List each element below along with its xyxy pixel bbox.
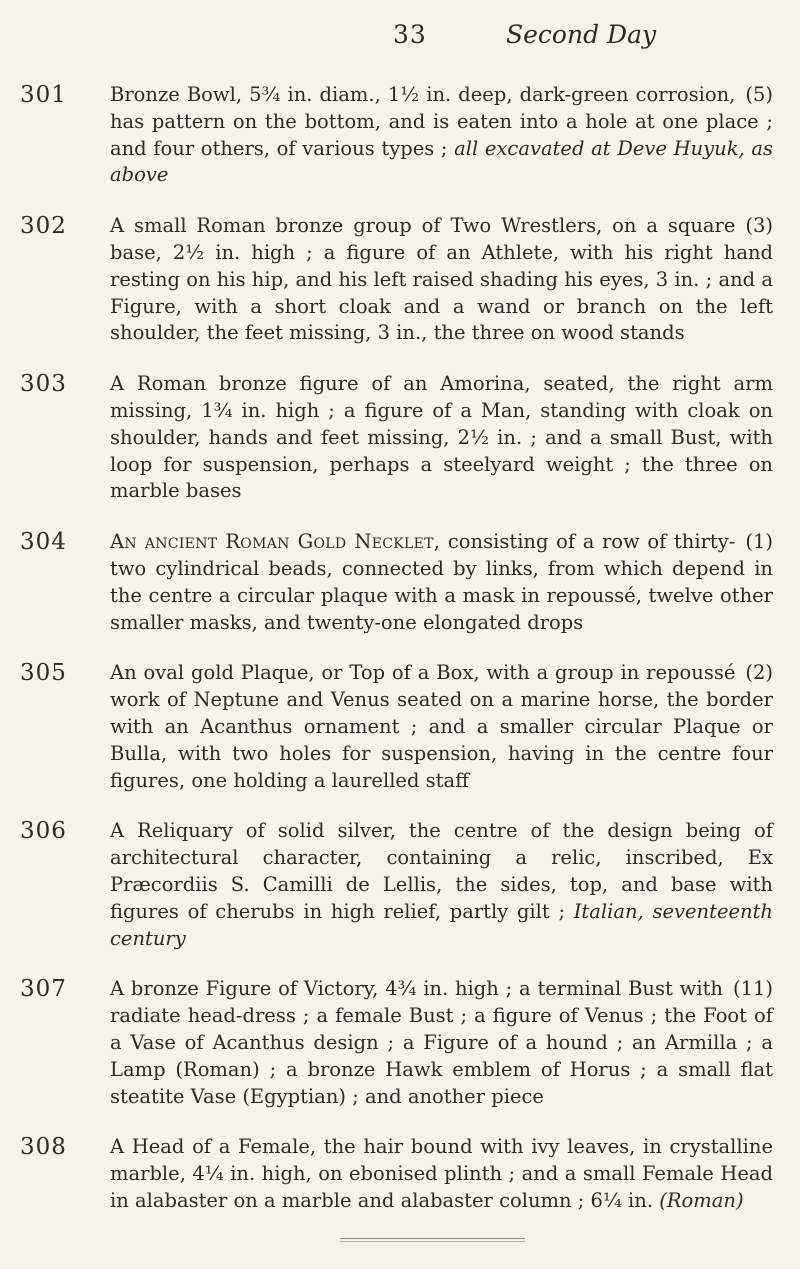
lot-quantity: (5): [745, 83, 773, 106]
lot-description: [110, 660, 773, 794]
lot-number: 306: [20, 818, 67, 845]
end-rule: [340, 1238, 525, 1242]
lot-entry: [0, 213, 800, 347]
lot-entry: [0, 371, 800, 505]
lot-description: [110, 213, 773, 347]
lot-text: Bronze Bowl, 5¾ in. diam., 1½ in. deep, dark-green corrosion, has pattern on the bottom, and is eaten into a hole at one place ; and four others, of various types ;: [110, 83, 773, 160]
lot-lead: An ancient Roman Gold Necklet,: [110, 530, 441, 554]
lot-description: [110, 529, 773, 636]
lot-quantity: (1): [745, 530, 773, 554]
lot-text: An oval gold Plaque, or Top of a Box, with a group in repoussé work of Neptune and Venus seated on a marine horse, the border with an Acanthus ornament ; and a smaller circular Plaque or Bulla, with two holes for suspension, having in the centre four figures, one holding a laurelled staff: [110, 661, 773, 792]
lot-quantity: (3): [745, 214, 773, 238]
lot-text: consisting of a row of thirty-two cylindrical beads, connected by links, from which depend in the centre a circular plaque with a mask in repoussé, twelve other smaller masks, and twenty-one elongated drops: [110, 530, 773, 634]
lot-number: 303: [20, 371, 67, 398]
lot-entry: [0, 1134, 800, 1214]
lot-number: 308: [20, 1134, 67, 1161]
lot-attribution: Italian, seventeenth century: [110, 899, 773, 950]
lot-description: [110, 976, 773, 1110]
lot-number: 301: [20, 82, 67, 108]
lot-entry: [0, 818, 800, 952]
lot-description: [110, 1134, 773, 1214]
lot-text: A Head of a Female, the hair bound with ivy leaves, in crystalline marble, 4¼ in. high, on ebonised plinth ; and a small Female Head in alabaster on a marble and alabaster column ; 6¼ in.: [110, 1135, 773, 1212]
lot-description: [110, 818, 773, 952]
lot-description: [110, 371, 773, 505]
lot-quantity: (11): [732, 977, 773, 1001]
lot-entry: [0, 976, 800, 1110]
lot-text: A Reliquary of solid silver, the centre of the design being of architectural character, containing a relic, inscribed, Ex Præcordiis S. Camilli de Lellis, the sides, top, and base with figures of cherubs in high relief, partly gilt ;: [110, 819, 773, 923]
lot-number: 302: [20, 213, 67, 240]
lot-number: 304: [20, 529, 67, 556]
lot-text: A small Roman bronze group of Two Wrestlers, on a square base, 2½ in. high ; a figure of an Athlete, with his right hand resting on his hip, and his left raised shading his eyes, 3 in. ; and a Figure, with a short cloak and a wand or branch on the left shoulder, the feet missing, 3 in., the three on wood stands: [110, 214, 773, 345]
lot-attribution: all excavated at Deve Huyuk, as above: [110, 136, 774, 187]
lot-number: 305: [20, 660, 67, 687]
lot-description: [110, 82, 773, 189]
lot-entry: [0, 529, 800, 636]
lot-attribution: (Roman): [659, 1188, 744, 1212]
lot-number: 307: [20, 976, 67, 1003]
lot-quantity: (2): [745, 661, 773, 685]
lot-entry: [0, 82, 800, 189]
lot-list: [0, 82, 800, 1239]
lot-entry: [0, 660, 800, 794]
lot-text: A Roman bronze figure of an Amorina, seated, the right arm missing, 1¾ in. high ; a figure of a Man, standing with cloak on shoulder, hands and feet missing, 2½ in. ; and a small Bust, with loop for suspension, perhaps a steelyard weight ; the three on marble bases: [110, 372, 773, 503]
section-title: Second Day: [506, 20, 657, 49]
running-head: [0, 20, 800, 60]
page-number: 33: [393, 20, 427, 49]
lot-text: A bronze Figure of Victory, 4¾ in. high ; a terminal Bust with radiate head-dress ; a female Bust ; a figure of Venus ; the Foot of a Vase of Acanthus design ; a Figure of a hound ; an Armilla ; a Lamp (Roman) ; a bronze Hawk emblem of Horus ; a small flat steatite Vase (Egyptian) ; and another piece: [110, 977, 773, 1108]
